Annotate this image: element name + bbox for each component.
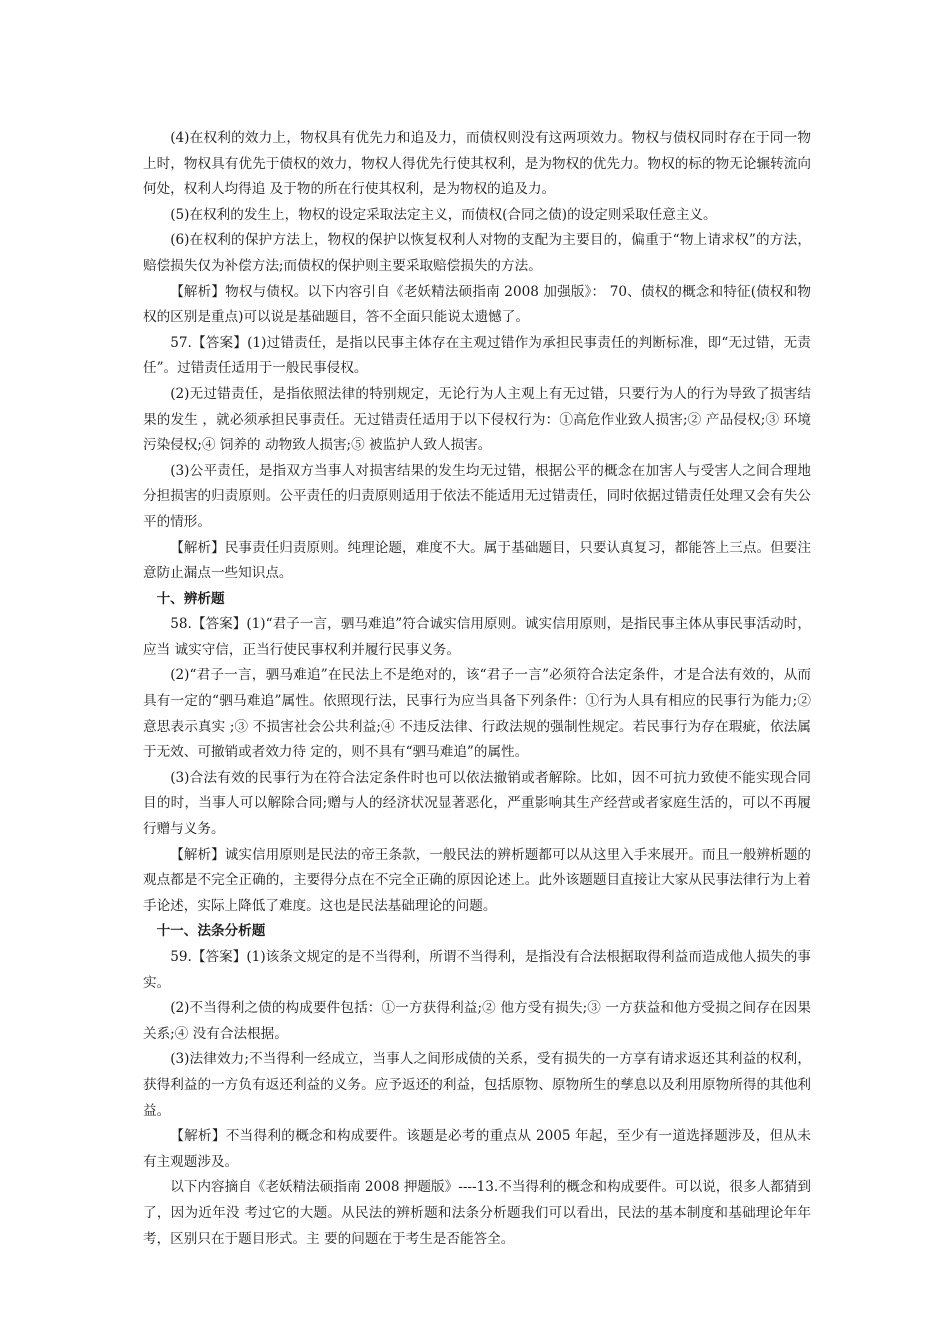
document-page <box>143 126 811 1252</box>
paragraph-analysis-59: 【解析】不当得利的概念和构成要件。该题是必考的重点从 2005 年起，至少有一道选择题涉及，但从未有主观题涉及。 <box>143 1128 811 1170</box>
paragraph-property-effect: (4)在权利的效力上，物权具有优先力和追及力，而债权则没有这两项效力。物权与债权同时存在于同一物上时，物权具有优先于债权的效力，物权人得优先行使其权利，是为物权的优先力。物权的标的物无论辗转流向何处，权利人均得追 及于物的所在行使其权利，是为物权的追及力。 <box>143 130 811 198</box>
paragraph-answer-57-3: (3)公平责任，是指双方当事人对损害结果的发生均无过错，根据公平的概念在加害人与受害人之间合理地分担损害的归责原则。公平责任的归责原则适用于依法不能适用无过错责任，同时依据过错责任处理又会有失公平的情形。 <box>143 462 811 530</box>
paragraph-answer-58-2: (2)“君子一言，驷马难追”在民法上不是绝对的，该“君子一言”必须符合法定条件，才是合法有效的，从而具有一定的“驷马难追”属性。依照现行法，民事行为应当具备下列条件：①行为人具有相应的民事行为能力;② 意思表示真实 ;③ 不损害社会公共利益;④ 不违反法律、行政法规的强制性规定。若民事行为存在瑕疵，依法属于无效、可撤销或者效力待 定的，则不具有“驷马难追”的属性。 <box>143 667 811 761</box>
paragraph-analysis-57: 【解析】民事责任归责原则。纯理论题，难度不大。属于基础题目，只要认真复习，都能答上三点。但要注意防止漏点一些知识点。 <box>143 539 811 582</box>
paragraph-property-protection: (6)在权利的保护方法上，物权的保护以恢复权利人对物的支配为主要目的，偏重于“物上请求权”的方法，赔偿损失仅为补偿方法;而债权的保护则主要采取赔偿损失的方法。 <box>143 232 811 274</box>
paragraph-excerpt-note: 以下内容摘自《老妖精法硕指南 2008 押题版》----13.不当得利的概念和构成要件。可以说，很多人都猜到了，因为近年没 考过它的大题。从民法的辨析题和法条分析题我们可以看出，民法的基本制度和基础理论年年考，区别只在于题目形式。主 要的问题在于考生是否能答全。 <box>143 1179 811 1247</box>
section-heading-statute-analysis: 十一、法条分析题 <box>156 923 266 940</box>
paragraph-answer-58-3: (3)合法有效的民事行为在符合法定条件时也可以依法撤销或者解除。比如，因不可抗力致使不能实现合同目的时，当事人可以解除合同;赠与人的经济状况显著恶化，严重影响其生产经营或者家庭生活的，可以不再履行赠与义务。 <box>143 769 811 838</box>
paragraph-analysis-58: 【解析】诚实信用原则是民法的帝王条款，一般民法的辨析题都可以从这里入手来展开。而且一般辨析题的观点都是不完全正确的，主要得分点在不完全正确的原因论述上。此外该题题目直接让大家从民事法律行为上着手论述，实际上降低了难度。这也是民法基础理论的问题。 <box>143 846 811 914</box>
paragraph-answer-57-2: (2)无过错责任，是指依照法律的特别规定，无论行为人主观上有无过错，只要行为人的行为导致了损害结果的发生 ，就必须承担民事责任。无过错责任适用于以下侵权行为：①高危作业致人损害;② 产品侵权;③ 环境污染侵权;④ 饲养的 动物致人损害;⑤ 被监护人致人损害。 <box>143 385 811 454</box>
paragraph-answer-59-3: (3)法律效力;不当得利一经成立，当事人之间形成债的关系，受有损失的一方享有请求返还其利益的权利，获得利益的一方负有返还利益的义务。应予返还的利益，包括原物、原物所生的孳息以及利用原物所得的其他利益。 <box>143 1051 811 1119</box>
paragraph-property-origin: (5)在权利的发生上，物权的设定采取法定主义，而债权(合同之债)的设定则采取任意主义。 <box>170 206 717 223</box>
section-heading-discrimination: 十、辨析题 <box>156 590 225 607</box>
paragraph-answer-58-1: 58.【答案】(1)“君子一言，驷马难追”符合诚实信用原则。诚实信用原则，是指民事主体从事民事活动时，应当 诚实守信，正当行使民事权利并履行民事义务。 <box>143 616 811 658</box>
paragraph-answer-57-1: 57.【答案】(1)过错责任，是指以民事主体存在主观过错作为承担民事责任的判断标准，即“无过错，无责任”。过错责任适用于一般民事侵权。 <box>143 334 811 377</box>
paragraph-analysis-56: 【解析】物权与债权。以下内容引自《老妖精法硕指南 2008 加强版》： 70、债权的概念和特征(债权和物权的区别是重点)可以说是基础题目，答不全面只能说太遗憾了。 <box>143 283 811 326</box>
paragraph-answer-59-2: (2)不当得利之债的构成要件包括：①一方获得利益;② 他方受有损失;③ 一方获益和他方受损之间存在因果关系;④ 没有合法根据。 <box>143 1000 811 1042</box>
paragraph-answer-59-1: 59.【答案】(1)该条文规定的是不当得利，所谓不当得利，是指没有合法根据取得利益而造成他人损失的事实。 <box>143 949 811 991</box>
